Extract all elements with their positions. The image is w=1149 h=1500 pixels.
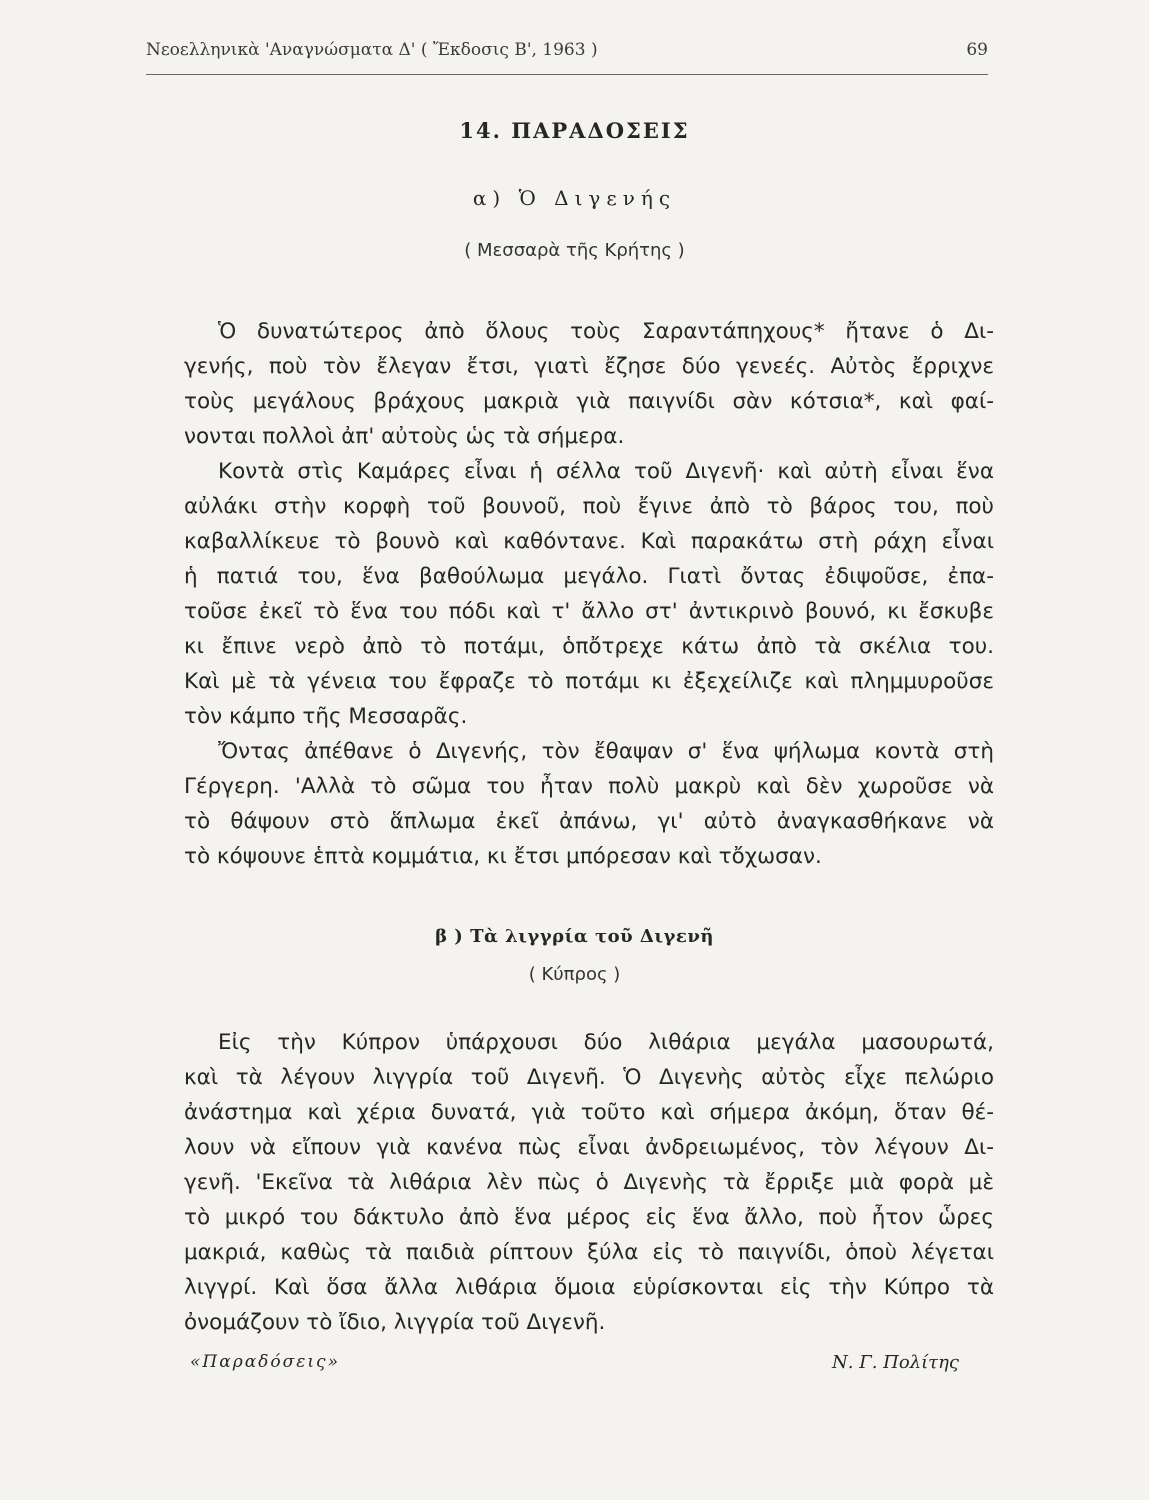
text-line: Γέργερη. 'Αλλὰ τὸ σῶμα του ἦταν πολὺ μακρὺ καὶ δὲν χωροῦσε νὰ	[184, 774, 994, 799]
text-line: γενῆ. 'Εκεῖνα τὰ λιθάρια λὲν πὼς ὁ Διγενὴς τὰ ἔρριξε μιὰ φορὰ μὲ	[184, 1170, 994, 1195]
text-line: ἀνάστημα καὶ χέρια δυνατά, γιὰ τοῦτο καὶ σήμερα ἀκόμη, ὅταν θέ-	[184, 1100, 994, 1125]
text-line: ὀνομάζουν τὸ ἴδιο, λιγγρία τοῦ Διγενῆ.	[184, 1310, 606, 1335]
author-citation: Ν. Γ. Πολίτης	[832, 1352, 959, 1373]
text-line: τὸ κόψουνε ἑπτὰ κομμάτια, κι ἔτσι μπόρεσαν καὶ τὄχωσαν.	[184, 844, 822, 869]
section-a-paragraph-1	[184, 314, 994, 454]
section-b-title: β ) Τὰ λιγγρία τοῦ Διγενῆ	[435, 926, 714, 947]
text-line: λουν νὰ εἴπουν γιὰ κανένα πὼς εἶναι ἀνδρειωμένος, τὸν λέγουν Δι-	[184, 1135, 994, 1160]
text-line: τοῦσε ἐκεῖ τὸ ἕνα του πόδι καὶ τ' ἄλλο στ' ἀντικρινὸ βουνό, κι ἔσκυβε	[184, 599, 994, 624]
section-a-paragraph-3	[184, 734, 994, 874]
text-line: τὸν κάμπο τῆς Μεσσαρᾶς.	[184, 704, 468, 729]
section-a-paragraph-2	[184, 454, 994, 734]
section-b-subtitle: ( Κύπρος )	[528, 964, 621, 985]
text-line: τοὺς μεγάλους βράχους μακριὰ γιὰ παιγνίδι σὰν κότσια*, καὶ φαί-	[184, 389, 994, 414]
text-line: νονται πολλοὶ ἀπ' αὐτοὺς ὡς τὰ σήμερα.	[184, 424, 625, 449]
text-line: ἡ πατιά του, ἕνα βαθούλωμα μεγάλο. Γιατὶ ὄντας ἐδιψοῦσε, ἐπα-	[184, 564, 994, 589]
text-line: μακριά, καθὼς τὰ παιδιὰ ρίπτουν ξύλα εἰς τὸ παιγνίδι, ὁποὺ λέγεται	[184, 1240, 994, 1265]
text-line: τὸ θάψουν στὸ ἅπλωμα ἐκεῖ ἀπάνω, γι' αὐτὸ ἀναγκασθήκανε νὰ	[184, 809, 994, 834]
section-a-subtitle: ( Μεσσαρὰ τῆς Κρήτης )	[464, 240, 685, 261]
text-line: κι ἔπινε νερὸ ἀπὸ τὸ ποτάμι, ὁπὄτρεχε κάτω ἀπὸ τὰ σκέλια του.	[184, 634, 994, 659]
running-title: Νεοελληνικὰ 'Αναγνώσματα Δ' ( Ἔκδοσις Β', 1963 )	[146, 40, 598, 60]
text-line: λιγγρί. Καὶ ὅσα ἄλλα λιθάρια ὅμοια εὑρίσκονται εἰς τὴν Κύπρο τὰ	[184, 1275, 994, 1300]
text-line: τὸ μικρό του δάκτυλο ἀπὸ ἕνα μέρος εἰς ἕνα ἄλλο, ποὺ ἦτον ὧρες	[184, 1205, 994, 1230]
chapter-title: 14. ΠΑΡΑΔΟΣΕΙΣ	[459, 118, 690, 143]
section-b-paragraph-1	[184, 1025, 994, 1340]
source-citation: «Παραδόσεις»	[190, 1352, 340, 1372]
page-number: 69	[966, 40, 988, 60]
text-line: γενής, ποὺ τὸν ἔλεγαν ἔτσι, γιατὶ ἔζησε δύο γενεές. Αὐτὸς ἔρριχνε	[184, 354, 994, 379]
section-a-title: α) Ὁ Διγενής	[472, 186, 677, 210]
text-line: Κοντὰ στὶς Καμάρες εἶναι ἡ σέλλα τοῦ Διγενῆ· καὶ αὐτὴ εἶναι ἕνα	[218, 459, 994, 484]
text-line: καὶ τὰ λέγουν λιγγρία τοῦ Διγενῆ. Ὁ Διγενὴς αὐτὸς εἶχε πελώριο	[184, 1065, 994, 1090]
text-line: καβαλλίκευε τὸ βουνὸ καὶ καθόντανε. Καὶ παρακάτω στὴ ράχη εἶναι	[184, 529, 994, 554]
text-line: Εἰς τὴν Κύπρον ὑπάρχουσι δύο λιθάρια μεγάλα μασουρωτά,	[218, 1030, 994, 1055]
text-line: Ὁ δυνατώτερος ἀπὸ ὅλους τοὺς Σαραντάπηχους* ἤτανε ὁ Δι-	[218, 319, 994, 344]
text-line: Καὶ μὲ τὰ γένεια του ἔφραζε τὸ ποτάμι κι ἐξεχείλιζε καὶ πλημμυροῦσε	[184, 669, 994, 694]
text-line: αὐλάκι στὴν κορφὴ τοῦ βουνοῦ, ποὺ ἔγινε ἀπὸ τὸ βάρος του, ποὺ	[184, 494, 994, 519]
header-rule	[146, 74, 988, 75]
text-line: Ὄντας ἀπέθανε ὁ Διγενής, τὸν ἔθαψαν σ' ἕνα ψήλωμα κοντὰ στὴ	[218, 739, 994, 764]
